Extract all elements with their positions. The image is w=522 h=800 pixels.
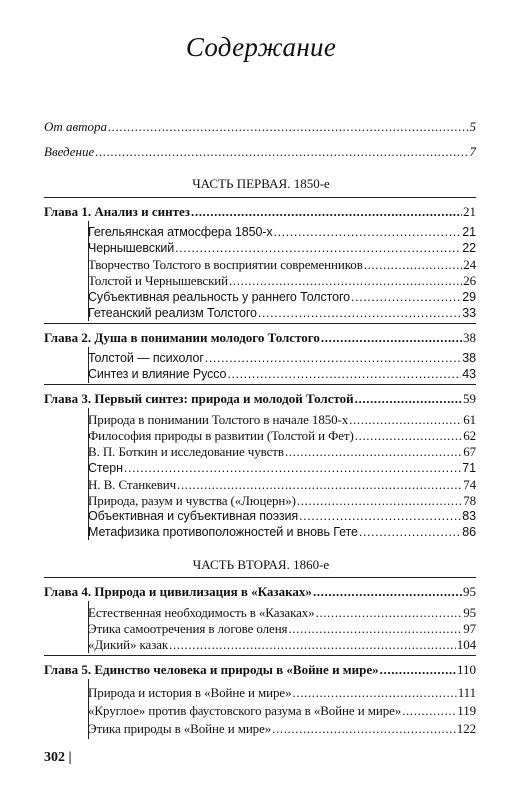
toc-entry-label: Введение [44,144,95,159]
toc-entry-label: Творчество Толстого в восприятии современников [88,257,363,272]
toc-page-number: 71 [462,461,476,475]
toc-entry-label: От автора [44,119,108,134]
toc-section[interactable] [88,272,476,289]
toc-entry-introduction[interactable] [44,143,476,160]
toc-entry-label: В. П. Боткин и исследование чувств [88,444,284,459]
leader-dots [175,240,461,257]
toc-section[interactable] [88,720,476,737]
toc-entry-label: Этика самоотречения в логове оленя [88,621,288,636]
leader-dots [299,508,461,525]
leader-dots [288,620,462,637]
toc-section[interactable] [88,524,476,541]
toc-entry-label: «Круглое» против фаустовского разума в «Войне и мире» [88,703,402,718]
toc-section[interactable] [88,427,476,444]
toc-section[interactable] [88,476,476,493]
leader-dots [169,636,456,653]
page-number-footer: 302 | [44,750,72,765]
leader-dots [272,720,456,737]
part-heading: ЧАСТЬ ВТОРАЯ. 1860-е [192,557,330,572]
toc-entry-label: Природа, разум и чувства («Люцерн») [88,493,296,508]
toc-page-number: 7 [469,144,476,159]
toc-entry-label: Субъективная реальность у раннего Толстого [88,290,351,304]
toc-entry-label: Глава 3. Первый синтез: природа и молодой Толстой [44,391,354,406]
toc-entry-label: Глава 4. Природа и цивилизация в «Казаках» [44,584,312,599]
toc-section[interactable] [88,256,476,273]
toc-entry-label: Гегельянская атмосфера 1850-х [88,225,273,239]
leader-dots [321,329,462,346]
toc-entry-label: Толстой — психолог [88,351,204,365]
toc-entry-label: Философия природы в развитии (Толстой и Фет) [88,428,354,443]
toc-section[interactable] [88,460,476,477]
toc-section[interactable] [88,684,476,701]
toc-entry-label: Природа и история в «Войне и мире» [88,685,292,700]
toc-page-number: 61 [463,412,476,427]
toc-entry-label: Глава 2. Душа в понимании молодого Толстого [44,330,320,345]
toc-section[interactable] [88,305,476,322]
toc-section[interactable] [88,636,476,653]
toc-page-number: 110 [456,662,476,677]
toc-page-number: 29 [462,290,476,304]
toc-chapter-2[interactable] [44,329,476,346]
leader-dots [402,702,456,719]
toc-section[interactable] [88,492,476,509]
toc-page-number: 22 [462,241,476,255]
toc-chapter-5[interactable] [44,661,476,678]
leader-dots [227,366,461,383]
toc-page-number: 21 [463,204,476,219]
toc-entry-label: Толстой и Чернышевский [88,273,229,288]
toc-entry-label: Метафизика противоположностей и вновь Гете [88,525,358,539]
leader-dots [297,492,462,509]
toc-page-number: 62 [463,428,476,443]
divider [44,577,476,578]
toc-section[interactable] [88,508,476,525]
leader-dots [177,476,462,493]
leader-dots [285,443,462,460]
toc-entry-label: Глава 1. Анализ и синтез [44,204,190,219]
leader-dots [313,583,462,600]
toc-section[interactable] [88,620,476,637]
leader-dots [351,289,461,306]
toc-entry-label: Стерн [88,461,123,475]
toc-page-number: 74 [463,477,476,492]
toc-chapter-3[interactable] [44,390,476,407]
toc-section[interactable] [88,350,476,367]
leader-dots [316,604,463,621]
toc-page-number: 119 [457,703,476,718]
toc-page-number: 59 [463,391,476,406]
toc-section[interactable] [88,604,476,621]
toc-page-number: 95 [463,584,476,599]
leader-dots [359,524,461,541]
divider [44,197,476,198]
toc-page-number: 122 [456,721,476,736]
leader-dots [274,224,462,241]
toc-page-number: 26 [463,273,476,288]
toc-section[interactable] [88,289,476,306]
toc-section[interactable] [88,411,476,428]
toc-page-number: 38 [462,351,476,365]
toc-page-number: 5 [469,119,476,134]
toc-section[interactable] [88,443,476,460]
toc-entry-label: Синтез и влияние Руссо [88,367,227,381]
toc-page-number: 104 [456,637,476,652]
part-heading: ЧАСТЬ ПЕРВАЯ. 1850-е [192,176,330,191]
leader-dots [293,684,457,701]
toc-entry-label: Н. В. Станкевич [88,477,177,492]
toc-page-number: 78 [463,493,476,508]
leader-dots [364,256,462,273]
toc-entry-label: «Дикий» казак [88,637,169,652]
page-title: Содержание [185,32,337,62]
leader-dots [124,460,461,477]
toc-section[interactable] [88,240,476,257]
leader-dots [380,661,456,678]
leader-dots [355,390,462,407]
toc-entry-label: Объективная и субъективная поэзия [88,509,299,523]
divider [44,655,476,656]
toc-entry-label: Гетеанский реализм Толстого [88,306,257,320]
toc-page-number: 86 [462,525,476,539]
toc-entry-from-author[interactable] [44,118,476,135]
toc-section[interactable] [88,702,476,719]
toc-page-number: 95 [463,605,476,620]
toc-page-number: 111 [457,685,476,700]
toc-page-number: 21 [462,225,476,239]
toc-page-number: 38 [463,330,476,345]
leader-dots [205,350,462,367]
divider [44,323,476,324]
divider [44,384,476,385]
leader-dots [355,427,462,444]
toc-entry-label: Глава 5. Единство человека и природы в «Войне и мире» [44,662,379,677]
toc-page-number: 67 [463,444,476,459]
leader-dots [108,118,468,135]
leader-dots [191,203,462,220]
toc-chapter-4[interactable] [44,583,476,600]
leader-dots [229,272,462,289]
toc-entry-label: Этика природы в «Войне и мире» [88,721,272,736]
toc-section[interactable] [88,366,476,383]
toc-page-number: 43 [462,367,476,381]
toc-entry-label: Природа в понимании Толстого в начале 1850-х [88,412,349,427]
leader-dots [349,411,462,428]
toc-page-number: 33 [462,306,476,320]
toc-section[interactable] [88,224,476,241]
toc-page-number: 24 [463,257,476,272]
leader-dots [95,143,468,160]
toc-entry-label: Чернышевский [88,241,175,255]
toc-page-number: 83 [462,509,476,523]
toc-entry-label: Естественная необходимость в «Казаках» [88,605,315,620]
toc-page-number: 97 [463,621,476,636]
toc-chapter-1[interactable] [44,203,476,220]
leader-dots [258,305,461,322]
